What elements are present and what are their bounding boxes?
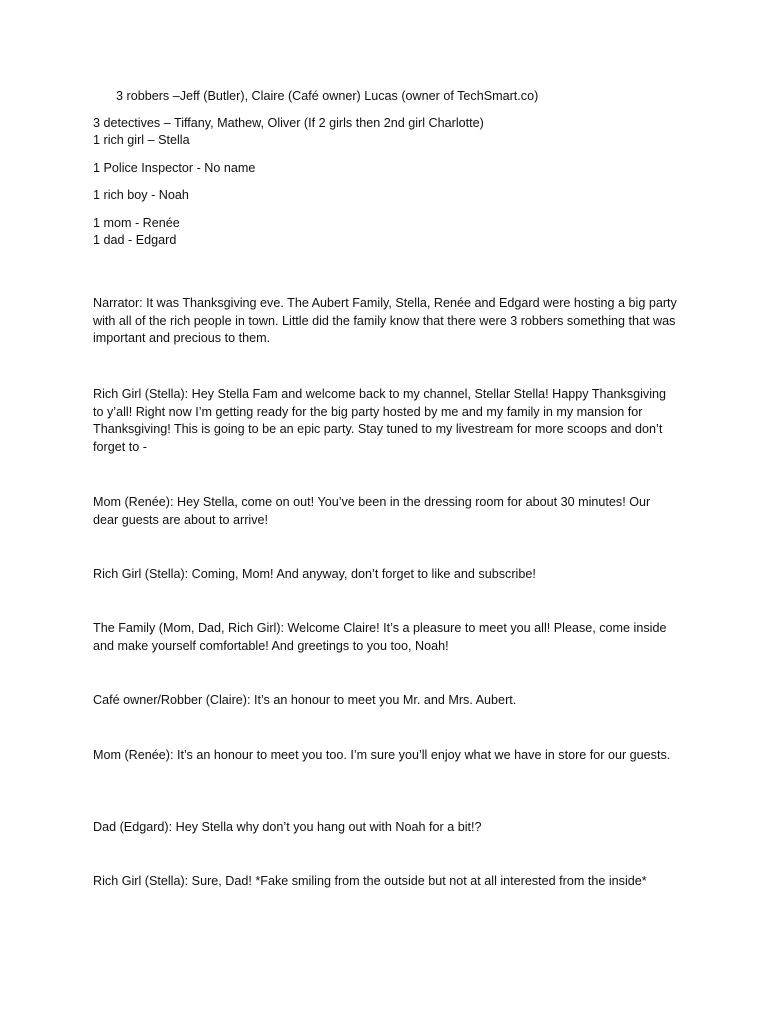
cast-dad: 1 dad - Edgard bbox=[93, 233, 177, 247]
cast-robbers: 3 robbers –Jeff (Butler), Claire (Café owner) Lucas (owner of TechSmart.co) bbox=[116, 89, 539, 103]
script-narrator-line: Narrator: It was Thanksgiving eve. The Aubert Family, Stella, Renée and Edgard were hosting a big party with all of the rich people in town. Little did the family know that there were 3 robbers something that was important and precious to them. bbox=[93, 296, 677, 345]
script-dad-suggestion: Dad (Edgard): Hey Stella why don’t you hang out with Noah for a bit!? bbox=[93, 820, 482, 834]
script-stella-reply: Rich Girl (Stella): Sure, Dad! *Fake smiling from the outside but not at all interested from the inside* bbox=[93, 874, 647, 888]
script-stella-intro: Rich Girl (Stella): Hey Stella Fam and welcome back to my channel, Stellar Stella! Happy Thanksgiving to y’all! Right now I’m getting ready for the big party hosted by me and my family in my mansion for Thanksgiving! This is going to be an epic party. Stay tuned to my livestream for more scoops and don’t forget to - bbox=[93, 387, 667, 454]
script-family-welcome: The Family (Mom, Dad, Rich Girl): Welcome Claire! It’s a pleasure to meet you all! Please, come inside and make yourself comfortable! And greetings to you too, Noah! bbox=[93, 621, 667, 653]
script-claire-greeting: Café owner/Robber (Claire): It’s an honour to meet you Mr. and Mrs. Aubert. bbox=[93, 693, 517, 707]
cast-police-inspector: 1 Police Inspector - No name bbox=[93, 161, 256, 175]
cast-rich-girl: 1 rich girl – Stella bbox=[93, 133, 190, 147]
script-mom-reply: Mom (Renée): It’s an honour to meet you too. I’m sure you’ll enjoy what we have in store for our guests. bbox=[93, 748, 671, 762]
script-stella-coming: Rich Girl (Stella): Coming, Mom! And anyway, don’t forget to like and subscribe! bbox=[93, 567, 536, 581]
script-mom-call: Mom (Renée): Hey Stella, come on out! You’ve been in the dressing room for about 30 minutes! Our dear guests are about to arrive! bbox=[93, 495, 651, 527]
cast-detectives: 3 detectives – Tiffany, Mathew, Oliver (If 2 girls then 2nd girl Charlotte) bbox=[93, 116, 484, 130]
cast-mom: 1 mom - Renée bbox=[93, 216, 180, 230]
cast-rich-boy: 1 rich boy - Noah bbox=[93, 188, 189, 202]
